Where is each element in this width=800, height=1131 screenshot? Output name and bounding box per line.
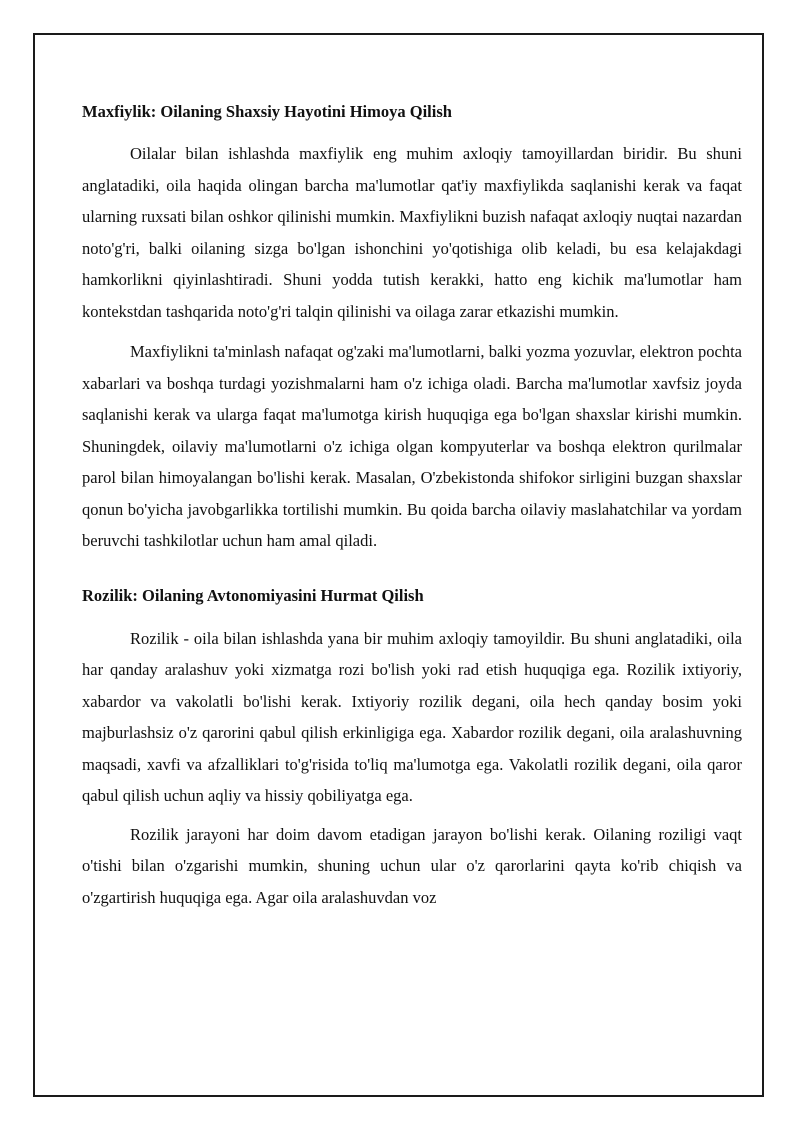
section-heading-maxfiylik: Maxfiylik: Oilaning Shaxsiy Hayotini Himoya Qilish (82, 102, 452, 121)
paragraph-truncated: Rozilik jarayoni har doim davom etadigan jarayon bo'lishi kerak. Oilaning roziligi vaqt o'tishi bilan o'zgarishi mumkin, shuning uchun ular o'z qarorlarini qayta ko'rib chiqish va o'zgartirish huquqiga ega. Agar oila aralashuvdan voz (82, 824, 742, 907)
document-body (82, 97, 742, 913)
section-heading-rozilik: Rozilik: Oilaning Avtonomiyasini Hurmat Qilish (82, 585, 424, 605)
paragraph: Oilalar bilan ishlashda maxfiylik eng muhim axloqiy tamoyillardan biridir. Bu shuni anglatadiki, oila haqida olingan barcha ma'lumotlar qat'iy maxfiylikda saqlanishi kerak va faqat ularning ruxsati bilan oshkor qilinishi mumkin. Maxfiylikni buzish nafaqat axloqiy nuqtai nazardan noto'g'ri, balki oilaning sizga bo'lgan ishonchini yo'qotishiga olib keladi, bu esa kelajakdagi hamkorlikni qiyinlashtiradi. Shuni yodda tutish kerakki, hatto eng kichik ma'lumotlar ham kontekstdan tashqarida noto'g'ri talqin qilinishi va oilaga zarar etkazishi mumkin. (82, 144, 742, 321)
paragraph: Maxfiylikni ta'minlash nafaqat og'zaki ma'lumotlarni, balki yozma yozuvlar, elektron pochta xabarlari va boshqa turdagi yozishmalarni ham o'z ichiga oladi. Barcha ma'lumotlar xavfsiz joyda saqlanishi kerak va ularga faqat ma'lumotga kirish huquqiga ega bo'lgan shaxslar kirishi mumkin. Shuningdek, oilaviy ma'lumotlarni o'z ichiga olgan kompyuterlar va boshqa elektron qurilmalar parol bilan himoyalangan bo'lishi kerak. Masalan, O'zbekistonda shifokor sirligini buzgan shaxslar qonun bo'yicha javobgarlikka tortilishi mumkin. Bu qoida barcha oilaviy maslahatchilar va yordam beruvchi tashkilotlar uchun ham amal qiladi. (82, 342, 742, 550)
paragraph: Rozilik - oila bilan ishlashda yana bir muhim axloqiy tamoyildir. Bu shuni anglatadiki, oila har qanday aralashuv yoki xizmatga rozi bo'lish yoki rad etish huquqiga ega. Rozilik ixtiyoriy, xabardor va vakolatli bo'lishi kerak. Ixtiyoriy rozilik degani, oila hech qanday bosim yoki majburlashsiz o'z qarorini qabul qilish erkinligiga ega. Xabardor rozilik degani, oila aralashuvning maqsadi, xavfi va afzalliklari to'g'risida to'liq ma'lumotga ega. Vakolatli rozilik degani, oila qaror qabul qilish uchun aqliy va hissiy qobiliyatga ega. (82, 628, 742, 805)
